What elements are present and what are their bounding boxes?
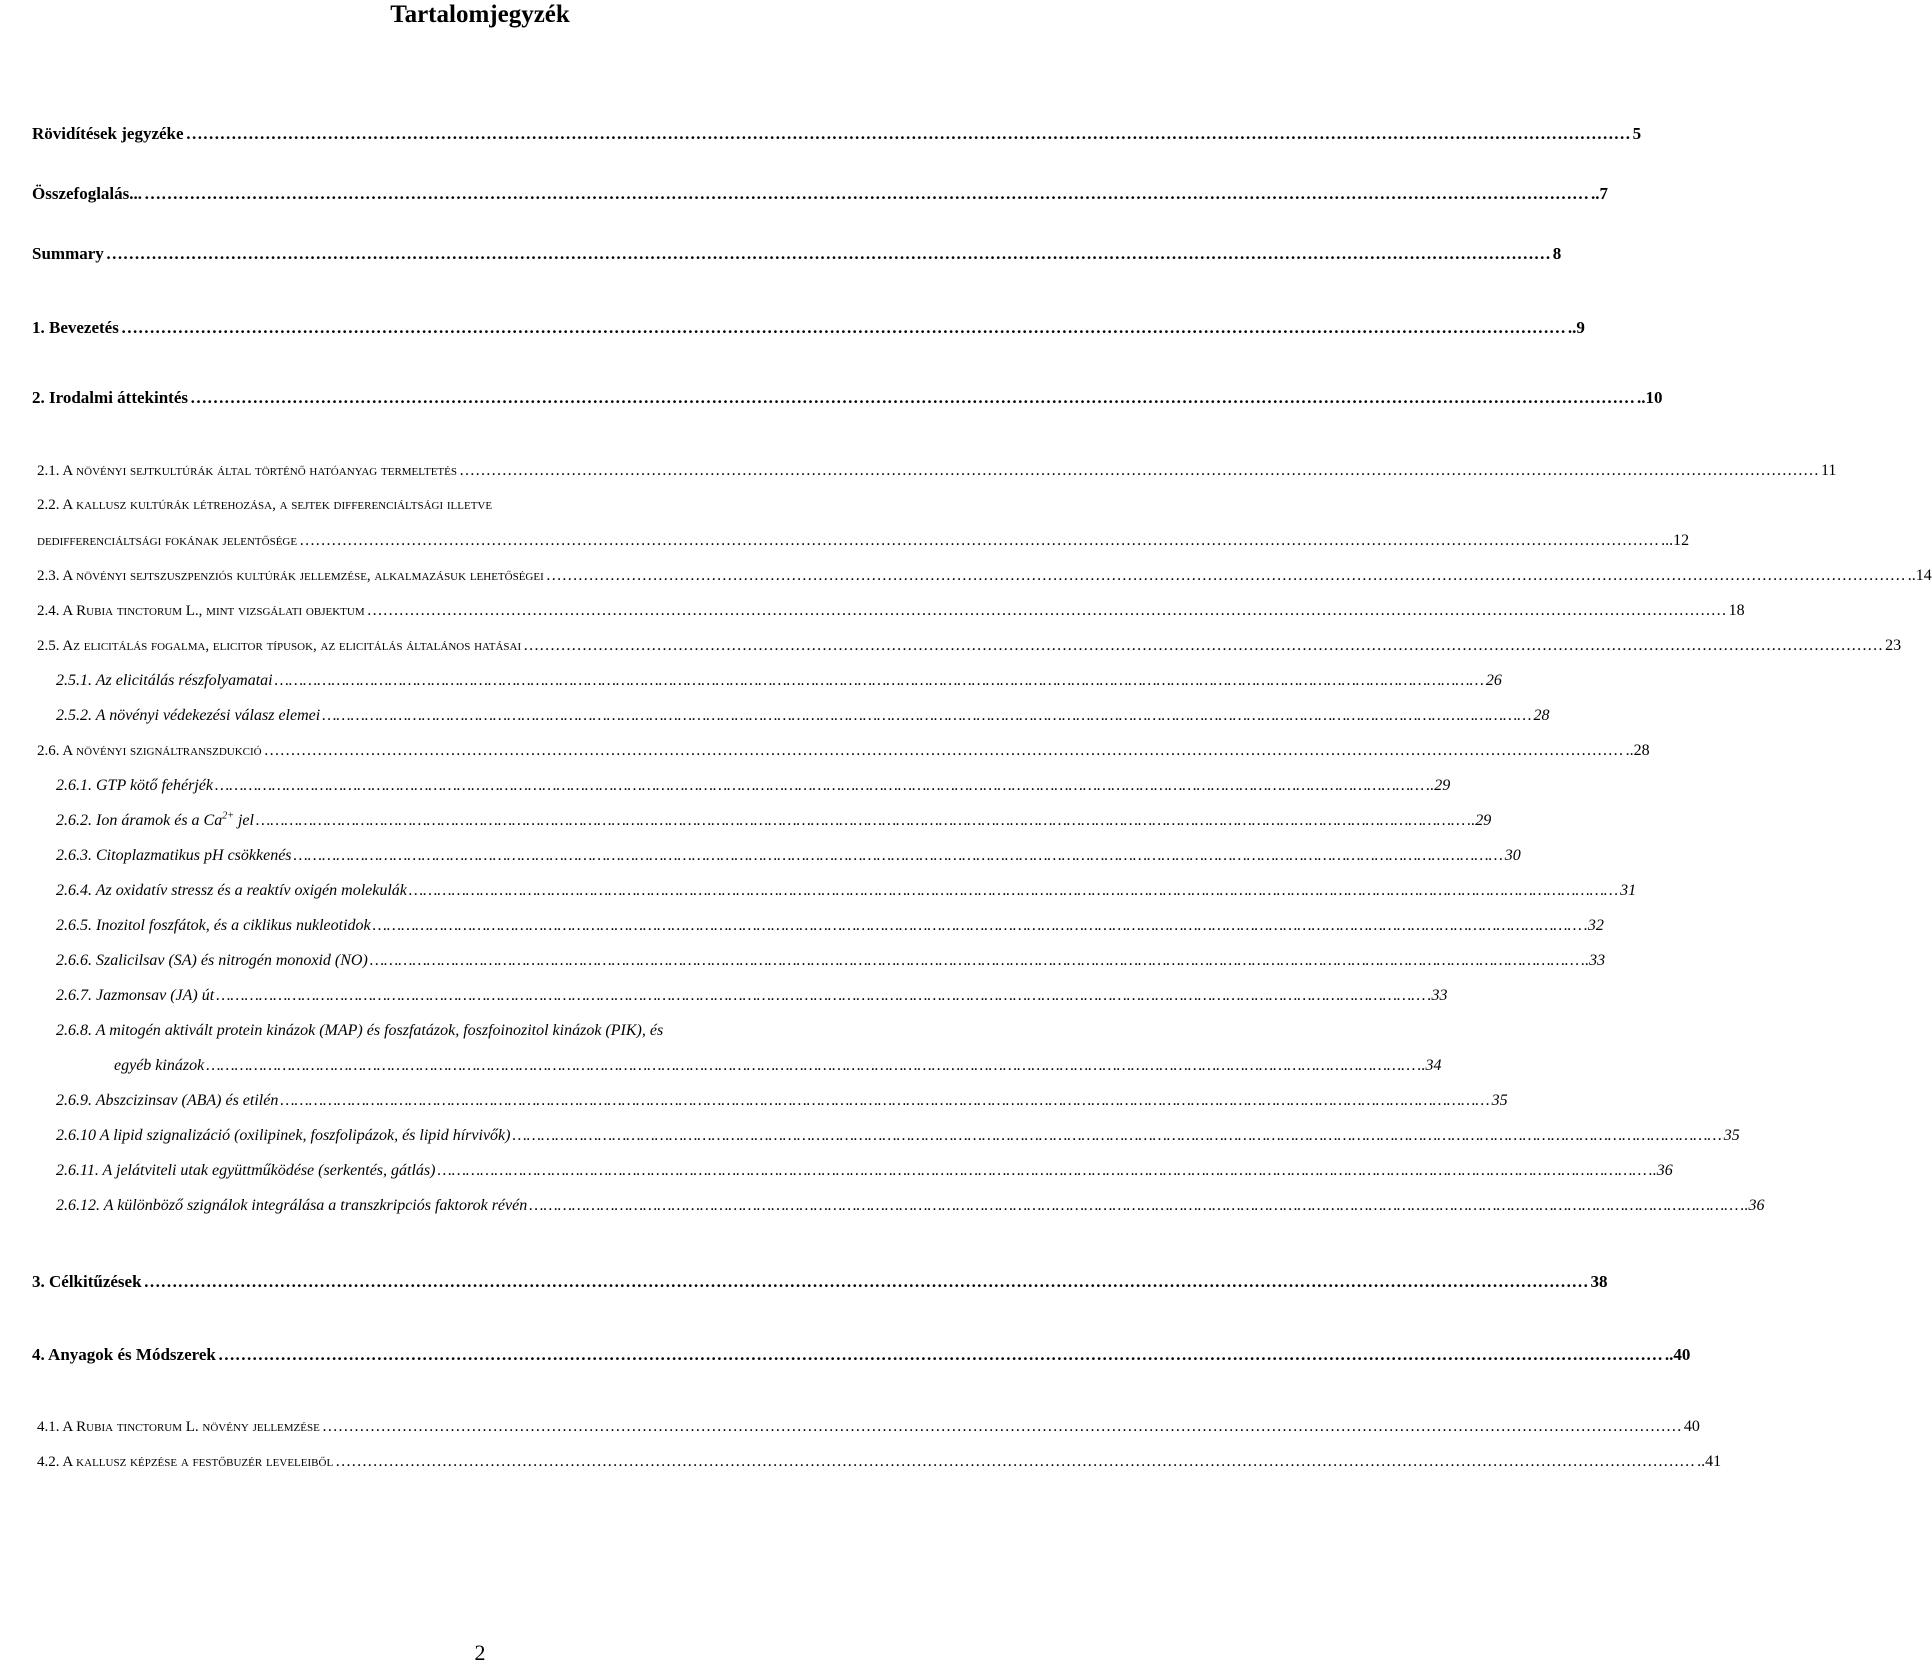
toc-entry-title: 4. Anyagok és Módszerek: [32, 1345, 216, 1364]
toc-entry-page: 35: [1491, 1092, 1508, 1109]
leader-dots: [437, 1162, 1646, 1180]
toc-entry-page: ...12: [1661, 532, 1690, 549]
leader-dots: [409, 882, 1618, 900]
toc-entry[interactable]: [56, 952, 1606, 970]
leader-dots: [280, 1092, 1489, 1110]
toc-entry-page: ..29: [1467, 812, 1492, 829]
toc-entry-title: 2. Irodalmi áttekintés: [32, 388, 188, 407]
toc-entry-page: 38: [1590, 1272, 1608, 1291]
toc-entry-page: ..14: [1907, 567, 1932, 584]
toc-entry-page: ..36: [1648, 1162, 1673, 1179]
toc-entry[interactable]: [56, 1162, 1673, 1180]
leader-dots: [294, 847, 1503, 865]
toc-entry-title: Summary: [32, 244, 104, 263]
toc-entry-page: 35: [1723, 1127, 1740, 1144]
toc-entry[interactable]: [32, 124, 1642, 144]
toc-entry-title: 2.6.10 A lipid szignalizáció (oxilipinek, foszfolipázok, és lipid hírvivők): [56, 1127, 511, 1144]
leader-dots: [190, 388, 1635, 408]
toc-entry-page: ..29: [1426, 777, 1451, 794]
toc-entry[interactable]: [37, 567, 1932, 585]
toc-entry-title: 2.6. A növényi szignáltranszdukció: [37, 743, 262, 759]
toc-entry[interactable]: [32, 1345, 1691, 1365]
leader-dots: [215, 777, 1424, 795]
toc-entry-title: 2.2. A kallusz kultúrák létrehozása, a sejtek differenciáltsági illetve: [37, 497, 493, 513]
toc-entry-title: 2.6.11. A jelátviteli utak együttműködése (serkentés, gátlás): [56, 1162, 436, 1179]
leader-dots: [186, 124, 1631, 144]
toc-entry[interactable]: [32, 244, 1562, 264]
leader-dots: [206, 1057, 1415, 1075]
toc-entry-page: 11: [1820, 462, 1837, 479]
toc-entry-page: 30: [1504, 847, 1521, 864]
toc-entry-page: .32: [1583, 917, 1604, 934]
page-title: Tartalomjegyzék: [390, 1, 570, 28]
toc-entry[interactable]: [37, 742, 1650, 760]
toc-entry-title: 2.6.8. A mitogén aktivált protein kinázok (MAP) és foszfatázok, foszfoinozitol kinázok (PIK), és: [56, 1022, 664, 1039]
toc-entry[interactable]: [56, 917, 1604, 935]
toc-entry-title: 2.6.5. Inozitol foszfátok, és a ciklikus nukleotidok: [56, 917, 371, 934]
toc-entry-page: ..33: [1581, 952, 1606, 969]
toc-entry-title: 4.2. A kallusz képzése a festőbuzér leveleiből: [37, 1454, 334, 1470]
leader-dots: [512, 1127, 1721, 1145]
toc-entry-page: 5: [1632, 124, 1642, 143]
leader-dots: [299, 532, 1659, 550]
leader-dots: [370, 952, 1579, 970]
toc-entry[interactable]: [32, 184, 1609, 204]
leader-dots: [459, 462, 1819, 480]
toc-entry-title: 1. Bevezetés: [32, 318, 119, 337]
toc-entry[interactable]: [56, 1127, 1740, 1145]
toc-entry-title: 2.5. Az elicitálás fogalma, elicitor típusok, az elicitálás általános hatásai: [37, 638, 522, 654]
toc-entry[interactable]: [56, 1022, 902, 1040]
toc-entry[interactable]: [56, 1197, 1765, 1215]
toc-entry[interactable]: [56, 1092, 1508, 1110]
toc-entry-title: 2.6.7. Jazmonsav (JA) út: [56, 987, 215, 1004]
leader-dots: [256, 812, 1465, 830]
toc-entry[interactable]: [37, 497, 902, 514]
toc-entry-page: 28: [1533, 707, 1550, 724]
toc-entry-title: 2.5.1. Az elicitálás részfolyamatai: [56, 672, 273, 689]
toc-entry-page: ..10: [1637, 388, 1663, 407]
leader-dots: [106, 244, 1551, 264]
leader-dots: [121, 318, 1566, 338]
toc-entry-title: 2.6.1. GTP kötő fehérjék: [56, 777, 214, 794]
toc-entry-page: 31: [1620, 882, 1637, 899]
toc-entry[interactable]: [32, 318, 1585, 338]
toc-entry[interactable]: [56, 777, 1451, 795]
superscript: 2+: [222, 810, 234, 822]
toc-entry-title: 2.6.12. A különböző szignálok integrálása a transzkripciós faktorok révén: [56, 1197, 528, 1214]
page-number: 2: [474, 1640, 486, 1665]
toc-entry-title: 2.6.9. Abszcizinsav (ABA) és etilén: [56, 1092, 279, 1109]
toc-entry[interactable]: [37, 1453, 1722, 1471]
toc-entry[interactable]: [56, 847, 1521, 865]
toc-entry[interactable]: [37, 1418, 1700, 1436]
toc-entry[interactable]: [32, 1272, 1608, 1292]
toc-entry-title: 2.4. A Rubia tinctorum L., mint vizsgálati objektum: [37, 603, 365, 619]
toc-entry[interactable]: [37, 462, 1837, 480]
toc-entry-continuation[interactable]: [114, 1057, 1442, 1075]
leader-dots: [373, 917, 1582, 935]
toc-entry-title: [56, 812, 254, 830]
leader-dots: [216, 987, 1425, 1005]
toc-entry-page: ..34: [1417, 1057, 1442, 1074]
toc-entry-page: 23: [1885, 637, 1902, 654]
toc-entry-page: ..7: [1591, 184, 1609, 203]
toc-entry-title: 2.6.6. Szalicilsav (SA) és nitrogén monoxid (NO): [56, 952, 368, 969]
toc-entry-page: ..28: [1625, 742, 1650, 759]
toc-entry-title-rest: jel: [233, 812, 254, 829]
leader-dots: [264, 742, 1624, 760]
toc-entry-title: 2.1. A növényi sejtkultúrák által történő hatóanyag termeltetés: [37, 463, 457, 479]
toc-entry-page: 40: [1683, 1418, 1700, 1435]
leader-dots: [275, 672, 1484, 690]
toc-entry-page: ..36: [1740, 1197, 1765, 1214]
leader-dots: [546, 567, 1906, 585]
toc-entry-title: 2.3. A növényi sejtszuszpenziós kultúrák jellemzése, alkalmazásuk lehetőségei: [37, 568, 544, 584]
toc-entry-continuation[interactable]: [37, 532, 1690, 550]
toc-entry-title: Rövidítések jegyzéke: [32, 124, 184, 143]
leader-dots: [529, 1197, 1738, 1215]
toc-entry[interactable]: [37, 602, 1745, 620]
toc-entry-page: 18: [1728, 602, 1745, 619]
toc-entry[interactable]: [56, 882, 1637, 900]
toc-entry-title-main: 2.6.2. Ion áramok és a Ca: [56, 812, 223, 829]
toc-entry[interactable]: [32, 388, 1663, 408]
leader-dots: [144, 184, 1589, 204]
toc-entry-title: 3. Célkitűzések: [32, 1272, 142, 1291]
toc-entry-page: ..40: [1664, 1345, 1691, 1364]
toc-entry-page: ..41: [1697, 1453, 1722, 1470]
toc-entry-page: ..9: [1567, 318, 1585, 337]
toc-entry-page: 8: [1552, 244, 1562, 263]
toc-entry-title: 2.5.2. A növényi védekezési válasz elemei: [56, 707, 321, 724]
toc-entry-title: egyéb kinázok: [114, 1057, 205, 1074]
leader-dots: [322, 1418, 1682, 1436]
leader-dots: [322, 707, 1531, 725]
toc-entry[interactable]: [56, 672, 1502, 690]
leader-dots: [523, 637, 1883, 655]
leader-dots: [144, 1272, 1589, 1292]
toc-entry-page: .33: [1427, 987, 1448, 1004]
leader-dots: [367, 602, 1727, 620]
toc-entry[interactable]: [56, 987, 1448, 1005]
toc-entry[interactable]: [56, 707, 1550, 725]
toc-entry-title: 4.1. A Rubia tinctorum L. növény jellemzése: [37, 1419, 320, 1435]
toc-entry-title: dedifferenciáltsági fokának jelentősége: [37, 533, 298, 549]
toc-entry[interactable]: [37, 637, 1902, 655]
leader-dots: [335, 1453, 1695, 1471]
toc-entry[interactable]: [56, 810, 1492, 830]
leader-dots: [218, 1345, 1663, 1365]
toc-entry-title: 2.6.3. Citoplazmatikus pH csökkenés: [56, 847, 292, 864]
toc-entry-title: 2.6.4. Az oxidatív stressz és a reaktív oxigén molekulák: [56, 882, 407, 899]
toc-entry-title: Összefoglalás...: [32, 184, 143, 203]
toc-entry-page: 26: [1485, 672, 1502, 689]
